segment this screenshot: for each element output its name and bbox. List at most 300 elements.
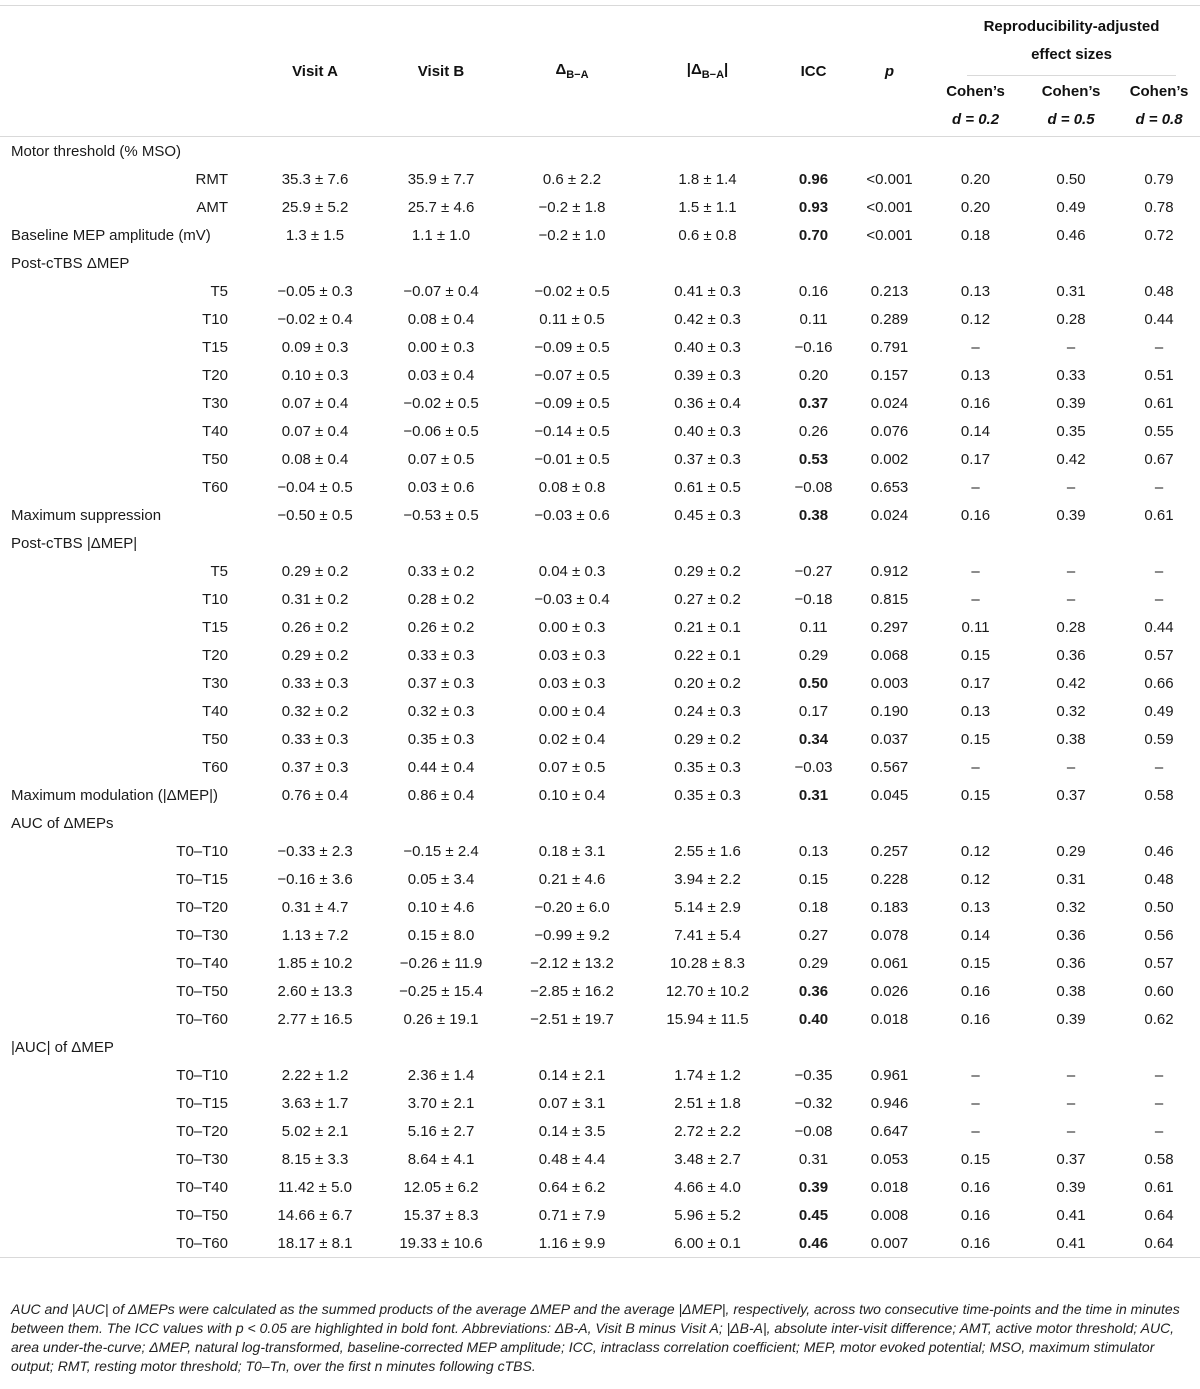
- cell-cohens-d-08: 0.56: [1144, 926, 1174, 944]
- header-abs-delta-subscript: B−A: [701, 69, 725, 81]
- cell-cohens-d-02: 0.15: [960, 1150, 991, 1168]
- cell-visit-b: 35.9 ± 7.7: [407, 170, 475, 188]
- cell-cohens-d-05: 0.28: [1056, 310, 1086, 328]
- cell-cohens-d-05: –: [1066, 478, 1076, 496]
- reproducibility-table: [0, 5, 1200, 1258]
- table-row: [0, 921, 1200, 949]
- cell-cohens-d-05: 0.49: [1056, 198, 1086, 216]
- cell-abs-delta: 0.42 ± 0.3: [674, 310, 741, 328]
- cell-icc: 0.39: [798, 1178, 829, 1196]
- header-effect-size-group: [927, 6, 1200, 77]
- cell-cohens-d-02: 0.12: [960, 842, 991, 860]
- cell-cohens-d-02: [927, 529, 1024, 557]
- cell-visit-b: [378, 249, 504, 277]
- cohens-d-value-3: d = 0.8: [1135, 111, 1183, 128]
- cell-delta: [504, 529, 640, 557]
- cell-cohens-d-08: 0.61: [1144, 506, 1174, 524]
- effect-size-group-title: Reproducibility-adjusted effect sizes: [967, 13, 1176, 76]
- header-delta-symbol: Δ: [555, 61, 567, 78]
- cell-cohens-d-02: 0.17: [960, 674, 991, 692]
- cell-visit-a: 0.08 ± 0.4: [281, 450, 349, 468]
- cell-delta: [504, 137, 640, 166]
- cell-cohens-d-08: 0.61: [1144, 394, 1174, 412]
- cell-p-value: 0.961: [870, 1066, 909, 1084]
- cell-cohens-d-05: 0.46: [1056, 226, 1086, 244]
- cell-cohens-d-08: [1118, 137, 1200, 166]
- cell-icc: 0.20: [798, 366, 829, 384]
- cell-cohens-d-08: [1118, 1033, 1200, 1061]
- cell-cohens-d-02: [927, 809, 1024, 837]
- header-p: [852, 6, 927, 137]
- row-label: T30: [202, 394, 228, 412]
- cell-abs-delta: [640, 137, 775, 166]
- cell-cohens-d-02: –: [971, 590, 980, 608]
- cell-p-value: <0.001: [866, 226, 913, 244]
- cell-cohens-d-02: 0.13: [960, 366, 991, 384]
- cell-cohens-d-02: 0.16: [927, 1229, 1024, 1258]
- cell-abs-delta: 0.37 ± 0.3: [674, 450, 741, 468]
- cell-cohens-d-08: 0.44: [1144, 618, 1174, 636]
- row-label: T40: [202, 702, 228, 720]
- cell-abs-delta: 0.21 ± 0.1: [674, 618, 741, 636]
- cell-cohens-d-08: –: [1154, 478, 1164, 496]
- cell-cohens-d-02: [927, 249, 1024, 277]
- cell-visit-a: 3.63 ± 1.7: [281, 1094, 349, 1112]
- cell-icc: 0.38: [798, 506, 829, 524]
- cell-delta: −0.20 ± 6.0: [534, 898, 610, 916]
- row-label: T0–T15: [176, 870, 228, 888]
- cell-cohens-d-05: 0.42: [1056, 674, 1086, 692]
- cell-cohens-d-02: 0.15: [960, 646, 991, 664]
- cell-abs-delta: 3.48 ± 2.7: [674, 1150, 741, 1168]
- cell-delta: −0.07 ± 0.5: [534, 366, 610, 384]
- cell-cohens-d-08: 0.49: [1144, 702, 1174, 720]
- cell-visit-b: [378, 809, 504, 837]
- table-row: [0, 585, 1200, 613]
- cell-visit-a: −0.05 ± 0.3: [277, 282, 353, 300]
- cell-cohens-d-08: 0.44: [1144, 310, 1174, 328]
- table-row: [0, 445, 1200, 473]
- cell-visit-b: 0.86 ± 0.4: [407, 786, 475, 804]
- cell-delta: 0.08 ± 0.8: [538, 478, 606, 496]
- cell-cohens-d-08: –: [1154, 1094, 1164, 1112]
- header-cohens-d-02: [927, 76, 1024, 136]
- cell-p-value: 0.213: [870, 282, 909, 300]
- cell-cohens-d-05: 0.39: [1056, 506, 1086, 524]
- cell-visit-a: 0.10 ± 0.3: [281, 366, 349, 384]
- cell-p-value: 0.018: [870, 1178, 909, 1196]
- cell-icc: 0.34: [798, 730, 829, 748]
- table-row: [0, 669, 1200, 697]
- cell-icc: 0.46: [775, 1229, 852, 1258]
- cell-p-value: 0.068: [870, 646, 909, 664]
- cell-visit-b: −0.07 ± 0.4: [403, 282, 479, 300]
- cell-abs-delta: 0.22 ± 0.1: [674, 646, 741, 664]
- cell-p-value: 0.183: [870, 898, 909, 916]
- cell-cohens-d-05: 0.32: [1056, 702, 1086, 720]
- table-section-row: [0, 529, 1200, 557]
- cell-p-value: 0.024: [870, 394, 909, 412]
- row-label: T0–T20: [176, 898, 228, 916]
- table-section-row: [0, 781, 1200, 809]
- cell-visit-b: −0.02 ± 0.5: [403, 394, 479, 412]
- row-label: T0–T30: [176, 1150, 228, 1168]
- cell-icc: −0.35: [794, 1066, 833, 1084]
- cell-visit-a: [252, 529, 378, 557]
- cell-abs-delta: 10.28 ± 8.3: [670, 954, 745, 972]
- cell-abs-delta: 4.66 ± 4.0: [674, 1178, 741, 1196]
- cell-icc: −0.08: [794, 478, 833, 496]
- cell-p-value: 0.018: [870, 1010, 909, 1028]
- cell-p-value: 0.257: [870, 842, 909, 860]
- cell-cohens-d-02: –: [971, 758, 980, 776]
- header-abs-delta-symbol: |Δ: [686, 61, 702, 78]
- cell-visit-b: 0.35 ± 0.3: [407, 730, 475, 748]
- cell-visit-a: [252, 137, 378, 166]
- cell-cohens-d-02: 0.16: [960, 1010, 991, 1028]
- cell-p-value: 0.228: [870, 870, 909, 888]
- cell-abs-delta: 0.41 ± 0.3: [674, 282, 741, 300]
- row-label: T5: [210, 562, 228, 580]
- row-label: T15: [202, 618, 228, 636]
- cell-visit-a: 2.22 ± 1.2: [281, 1066, 349, 1084]
- cell-p-value: 0.653: [870, 478, 909, 496]
- row-label: T0–T60: [176, 1010, 228, 1028]
- cell-abs-delta: 7.41 ± 5.4: [674, 926, 741, 944]
- table-section-row: [0, 809, 1200, 837]
- cell-abs-delta: 1.74 ± 1.2: [674, 1066, 741, 1084]
- cell-visit-a: 11.42 ± 5.0: [278, 1178, 352, 1196]
- row-label: Maximum modulation (|ΔMEP|): [11, 786, 219, 804]
- cell-cohens-d-08: 0.58: [1144, 1150, 1174, 1168]
- table-row: [0, 361, 1200, 389]
- table-row: [0, 949, 1200, 977]
- cell-cohens-d-05: [1024, 137, 1118, 166]
- cell-cohens-d-05: 0.29: [1056, 842, 1086, 860]
- cell-visit-b: −0.25 ± 15.4: [399, 982, 483, 1000]
- cell-visit-b: 12.05 ± 6.2: [403, 1178, 479, 1196]
- cell-cohens-d-05: [1024, 1033, 1118, 1061]
- row-label: T0–T10: [176, 1066, 228, 1084]
- cell-p-value: 0.567: [870, 758, 909, 776]
- cell-visit-b: 19.33 ± 10.6: [378, 1229, 504, 1258]
- cell-visit-b: 0.07 ± 0.5: [407, 450, 475, 468]
- row-label: T0–T60: [0, 1229, 252, 1258]
- cell-visit-a: 5.02 ± 2.1: [281, 1122, 349, 1140]
- cell-p-value: 0.008: [870, 1206, 909, 1224]
- row-label: T20: [202, 366, 228, 384]
- cell-icc: −0.27: [794, 562, 833, 580]
- row-label: T10: [202, 590, 228, 608]
- cell-delta: 0.02 ± 0.4: [538, 730, 606, 748]
- cell-cohens-d-08: 0.57: [1144, 646, 1174, 664]
- cell-cohens-d-02: 0.16: [960, 394, 991, 412]
- table-row: [0, 1005, 1200, 1033]
- cell-abs-delta: 0.40 ± 0.3: [674, 338, 741, 356]
- table-row: [0, 1173, 1200, 1201]
- cell-icc: 0.31: [798, 1150, 829, 1168]
- cell-p-value: 0.007: [852, 1229, 927, 1258]
- cell-delta: 0.14 ± 2.1: [538, 1066, 606, 1084]
- cell-visit-a: 1.3 ± 1.5: [285, 226, 345, 244]
- cell-cohens-d-02: 0.20: [960, 198, 991, 216]
- cell-cohens-d-08: 0.57: [1144, 954, 1174, 972]
- cell-delta: 0.07 ± 0.5: [538, 758, 606, 776]
- cell-cohens-d-08: –: [1154, 338, 1164, 356]
- table-row: [0, 305, 1200, 333]
- cell-visit-b: 0.00 ± 0.3: [407, 338, 475, 356]
- cell-visit-a: 0.33 ± 0.3: [281, 730, 349, 748]
- table-row: [0, 613, 1200, 641]
- cell-visit-a: [252, 1033, 378, 1061]
- cell-cohens-d-05: 0.39: [1056, 1010, 1086, 1028]
- cell-cohens-d-08: 0.46: [1144, 842, 1174, 860]
- cell-delta: [504, 1033, 640, 1061]
- cell-cohens-d-08: 0.79: [1144, 170, 1174, 188]
- cell-cohens-d-02: 0.16: [960, 506, 991, 524]
- row-label: Post-cTBS |ΔMEP|: [11, 534, 138, 552]
- cell-visit-a: 0.26 ± 0.2: [281, 618, 349, 636]
- table-row: [0, 277, 1200, 305]
- cell-delta: −2.12 ± 13.2: [530, 954, 614, 972]
- cell-cohens-d-05: 0.38: [1056, 730, 1086, 748]
- cell-p-value: 0.289: [870, 310, 909, 328]
- cell-p-value: 0.157: [870, 366, 909, 384]
- cell-cohens-d-05: 0.33: [1056, 366, 1086, 384]
- cell-icc: [775, 1033, 852, 1061]
- row-label: Maximum suppression: [11, 506, 162, 524]
- header-abs-delta-close: |: [724, 61, 729, 78]
- cell-icc: 0.15: [798, 870, 829, 888]
- header-cohens-d-05: [1024, 76, 1118, 136]
- data-table-container: [0, 5, 1200, 1258]
- cell-visit-b: 0.10 ± 4.6: [407, 898, 475, 916]
- cell-cohens-d-05: 0.39: [1056, 394, 1086, 412]
- cell-visit-b: [378, 137, 504, 166]
- cell-cohens-d-08: –: [1154, 758, 1164, 776]
- cell-abs-delta: 1.8 ± 1.4: [678, 170, 737, 188]
- cell-cohens-d-05: 0.31: [1056, 282, 1086, 300]
- cell-p-value: [852, 1033, 927, 1061]
- cell-cohens-d-05: –: [1066, 1066, 1076, 1084]
- cell-delta: 0.04 ± 0.3: [538, 562, 606, 580]
- cell-cohens-d-02: 0.15: [960, 954, 991, 972]
- cell-delta: 0.03 ± 0.3: [538, 646, 606, 664]
- cell-cohens-d-02: 0.15: [960, 786, 991, 804]
- cell-delta: [504, 249, 640, 277]
- cell-visit-a: 8.15 ± 3.3: [281, 1150, 349, 1168]
- header-icc: ICC: [775, 6, 852, 137]
- cell-delta: 0.18 ± 3.1: [538, 842, 606, 860]
- row-label: T20: [202, 646, 228, 664]
- cell-cohens-d-05: 0.38: [1056, 982, 1086, 1000]
- cell-visit-b: 2.36 ± 1.4: [407, 1066, 475, 1084]
- cell-cohens-d-05: 0.39: [1056, 1178, 1086, 1196]
- cell-delta: 0.6 ± 2.2: [542, 170, 602, 188]
- cell-delta: −0.09 ± 0.5: [534, 394, 610, 412]
- cell-cohens-d-08: 0.72: [1144, 226, 1174, 244]
- cell-cohens-d-02: 0.13: [960, 282, 991, 300]
- cell-cohens-d-08: –: [1154, 590, 1164, 608]
- cell-cohens-d-08: 0.78: [1144, 198, 1174, 216]
- cell-icc: 0.16: [798, 282, 829, 300]
- cell-cohens-d-08: 0.48: [1144, 870, 1174, 888]
- cell-p-value: 0.791: [870, 338, 909, 356]
- cell-visit-b: 0.33 ± 0.3: [407, 646, 475, 664]
- table-row: [0, 165, 1200, 193]
- row-label: T0–T40: [176, 954, 228, 972]
- table-row: [0, 641, 1200, 669]
- table-row: [0, 977, 1200, 1005]
- cell-visit-a: 18.17 ± 8.1: [252, 1229, 378, 1258]
- cell-delta: −0.2 ± 1.8: [538, 198, 606, 216]
- cell-cohens-d-08: 0.55: [1144, 422, 1174, 440]
- cell-p-value: 0.024: [870, 506, 909, 524]
- header-visit-b: Visit B: [378, 6, 504, 137]
- cell-icc: 0.17: [798, 702, 829, 720]
- cell-cohens-d-05: –: [1066, 1122, 1076, 1140]
- cell-cohens-d-05: 0.32: [1056, 898, 1086, 916]
- table-row: [0, 1061, 1200, 1089]
- cell-cohens-d-08: 0.50: [1144, 898, 1174, 916]
- table-section-row: [0, 221, 1200, 249]
- cell-abs-delta: 0.29 ± 0.2: [674, 562, 741, 580]
- cell-visit-a: 0.07 ± 0.4: [281, 422, 349, 440]
- cell-visit-a: −0.04 ± 0.5: [277, 478, 353, 496]
- cell-delta: 0.64 ± 6.2: [538, 1178, 606, 1196]
- cell-cohens-d-05: 0.50: [1056, 170, 1086, 188]
- table-row: [0, 893, 1200, 921]
- cell-icc: 0.50: [798, 674, 829, 692]
- cell-cohens-d-02: [927, 1033, 1024, 1061]
- cell-abs-delta: 0.27 ± 0.2: [674, 590, 741, 608]
- cell-delta: [504, 809, 640, 837]
- cell-cohens-d-02: –: [971, 1094, 980, 1112]
- cell-icc: −0.16: [794, 338, 833, 356]
- cell-abs-delta: 2.51 ± 1.8: [674, 1094, 741, 1112]
- header-abs-delta: [640, 6, 775, 137]
- cell-visit-b: 0.15 ± 8.0: [407, 926, 475, 944]
- row-label: Baseline MEP amplitude (mV): [11, 226, 211, 244]
- cell-cohens-d-08: 0.48: [1144, 282, 1174, 300]
- cell-cohens-d-05: 0.42: [1056, 450, 1086, 468]
- cell-cohens-d-08: 0.67: [1144, 450, 1174, 468]
- cell-abs-delta: [640, 809, 775, 837]
- cell-icc: [775, 529, 852, 557]
- cell-p-value: 0.026: [870, 982, 909, 1000]
- cell-visit-b: 0.03 ± 0.6: [407, 478, 475, 496]
- cell-icc: 0.29: [798, 954, 829, 972]
- cell-cohens-d-08: 0.58: [1144, 786, 1174, 804]
- cell-p-value: 0.061: [870, 954, 909, 972]
- table-row: [0, 389, 1200, 417]
- cell-cohens-d-02: –: [971, 338, 980, 356]
- cell-visit-a: 35.3 ± 7.6: [281, 170, 349, 188]
- cell-cohens-d-08: 0.66: [1144, 674, 1174, 692]
- cell-abs-delta: 12.70 ± 10.2: [665, 982, 750, 1000]
- cell-cohens-d-08: 0.59: [1144, 730, 1174, 748]
- cell-cohens-d-08: [1118, 249, 1200, 277]
- cell-icc: 0.36: [798, 982, 829, 1000]
- cell-abs-delta: 15.94 ± 11.5: [666, 1010, 749, 1028]
- cell-visit-b: −0.26 ± 11.9: [399, 954, 483, 972]
- cell-visit-b: −0.06 ± 0.5: [403, 422, 479, 440]
- cell-cohens-d-08: [1118, 809, 1200, 837]
- row-label: T50: [202, 730, 228, 748]
- cell-abs-delta: 0.35 ± 0.3: [674, 758, 741, 776]
- cell-icc: −0.32: [794, 1094, 833, 1112]
- cell-cohens-d-02: 0.18: [960, 226, 991, 244]
- cell-visit-b: 0.28 ± 0.2: [407, 590, 475, 608]
- row-label: T0–T15: [176, 1094, 228, 1112]
- row-label: RMT: [195, 170, 228, 188]
- cell-delta: 1.16 ± 9.9: [504, 1229, 640, 1258]
- cell-visit-a: 1.85 ± 10.2: [277, 954, 353, 972]
- table-row: [0, 1145, 1200, 1173]
- cell-cohens-d-08: 0.61: [1144, 1178, 1174, 1196]
- cell-visit-a: [252, 809, 378, 837]
- cell-cohens-d-08: 0.51: [1144, 366, 1174, 384]
- cell-p-value: 0.078: [870, 926, 909, 944]
- table-row: [0, 557, 1200, 585]
- cell-delta: −0.09 ± 0.5: [534, 338, 610, 356]
- cell-cohens-d-08: –: [1154, 1066, 1164, 1084]
- cohens-d-value-2: d = 0.5: [1047, 111, 1095, 128]
- cell-cohens-d-05: –: [1066, 562, 1076, 580]
- cell-cohens-d-02: 0.12: [960, 870, 991, 888]
- cell-visit-a: −0.50 ± 0.5: [277, 506, 353, 524]
- cell-icc: 0.18: [798, 898, 829, 916]
- row-label: T30: [202, 674, 228, 692]
- cell-p-value: [852, 249, 927, 277]
- cell-icc: 0.96: [798, 170, 829, 188]
- cell-visit-a: 0.33 ± 0.3: [281, 674, 349, 692]
- cell-visit-b: 0.44 ± 0.4: [407, 758, 475, 776]
- cell-visit-b: [378, 529, 504, 557]
- table-header: [0, 6, 1200, 137]
- cell-icc: 0.93: [798, 198, 829, 216]
- cell-abs-delta: [640, 249, 775, 277]
- table-body: [0, 137, 1200, 1258]
- cell-cohens-d-02: 0.20: [960, 170, 991, 188]
- cell-visit-b: [378, 1033, 504, 1061]
- cell-visit-a: [252, 249, 378, 277]
- cell-cohens-d-05: 0.36: [1056, 646, 1086, 664]
- cell-cohens-d-05: –: [1066, 590, 1076, 608]
- cell-cohens-d-08: [1118, 529, 1200, 557]
- cell-p-value: 0.190: [870, 702, 909, 720]
- cell-icc: −0.18: [794, 590, 833, 608]
- cohens-label-1: Cohen’s: [946, 83, 1005, 100]
- table-row: [0, 865, 1200, 893]
- cell-p-value: 0.297: [870, 618, 909, 636]
- cell-icc: 0.37: [798, 394, 829, 412]
- cell-delta: −0.2 ± 1.0: [538, 226, 606, 244]
- cell-abs-delta: 0.35 ± 0.3: [674, 786, 741, 804]
- cell-abs-delta: 5.96 ± 5.2: [674, 1206, 741, 1224]
- cell-delta: 0.10 ± 0.4: [538, 786, 606, 804]
- cell-delta: 0.21 ± 4.6: [538, 870, 606, 888]
- cell-icc: 0.27: [798, 926, 829, 944]
- header-row-label: [0, 6, 252, 137]
- cell-abs-delta: [640, 1033, 775, 1061]
- cell-visit-b: 0.05 ± 3.4: [407, 870, 475, 888]
- cell-delta: −2.85 ± 16.2: [530, 982, 614, 1000]
- cell-delta: −0.99 ± 9.2: [534, 926, 610, 944]
- cell-cohens-d-05: [1024, 249, 1118, 277]
- cell-cohens-d-05: 0.36: [1056, 954, 1086, 972]
- cell-cohens-d-05: 0.36: [1056, 926, 1086, 944]
